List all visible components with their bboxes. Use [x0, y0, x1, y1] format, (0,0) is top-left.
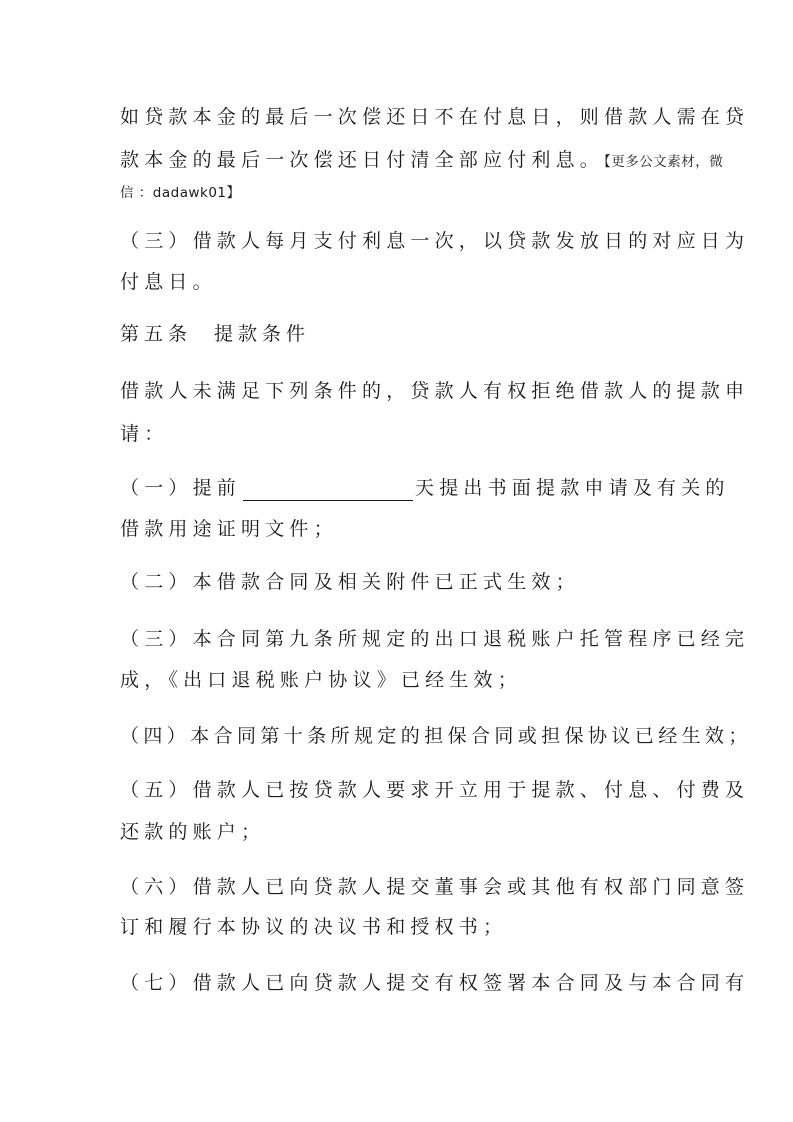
article-heading	[120, 321, 310, 347]
blank-underline	[243, 480, 413, 501]
promo-text: 信 ：dadawk01】	[120, 185, 241, 201]
list-item	[120, 475, 730, 501]
list-item: 还款的账户；	[120, 821, 266, 843]
list-item: （四）本合同第十条所规定的担保合同或担保协议已经生效；	[120, 725, 752, 747]
paragraph-line: 付息日。	[120, 271, 217, 293]
list-item: 成，《出口退税账户协议》已经生效；	[120, 669, 522, 691]
article-title: 提款条件	[214, 323, 311, 345]
article-number: 第五条	[120, 323, 193, 345]
list-item: （六）借款人已向贷款人提交董事会或其他有权部门同意签	[120, 876, 750, 898]
paragraph-line: 借款人未满足下列条件的，贷款人有权拒绝借款人的提款申	[120, 380, 750, 402]
paragraph-text: 款本金的最后一次偿还日付清全部应付利息。	[120, 149, 605, 171]
list-item-text: 天提出书面提款申请及有关的	[415, 477, 730, 499]
list-item: （三）本合同第九条所规定的出口退税账户托管程序已经完	[120, 628, 750, 650]
list-item: （二）本借款合同及相关附件已正式生效；	[120, 571, 580, 593]
paragraph-line	[120, 147, 723, 175]
paragraph-line: （三）借款人每月支付利息一次，以贷款发放日的对应日为	[120, 230, 750, 252]
list-item: 订和履行本协议的决议书和授权书；	[120, 916, 508, 938]
paragraph-line: 请：	[120, 423, 169, 445]
list-item: （七）借款人已向贷款人提交有权签署本合同及与本合同有	[120, 972, 750, 994]
list-item: 借款用途证明文件；	[120, 518, 338, 540]
list-item-text: （一）提前	[120, 477, 242, 499]
paragraph-line: 如贷款本金的最后一次偿还日不在付息日，则借款人需在贷	[120, 106, 750, 128]
list-item: （五）借款人已按贷款人要求开立用于提款、付息、付费及	[120, 779, 750, 801]
promo-text: 【更多公文素材，微	[604, 154, 724, 170]
